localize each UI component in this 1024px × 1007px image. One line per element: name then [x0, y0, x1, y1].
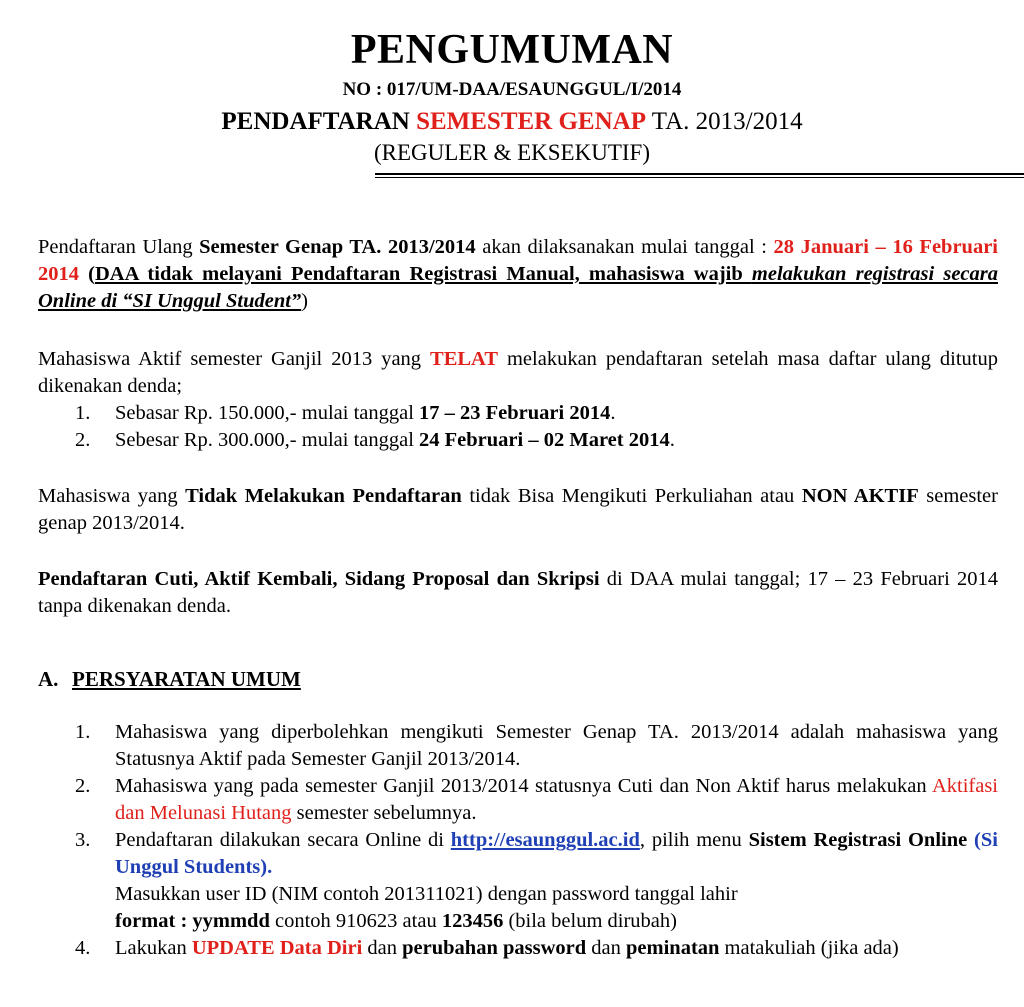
item-text: dan: [362, 937, 403, 959]
list-number: 2.: [75, 429, 91, 451]
fee-text: Sebesar Rp. 300.000,- mulai tanggal: [115, 429, 420, 451]
list-item: [75, 827, 998, 935]
item-text: Lakukan: [115, 937, 192, 959]
fee-end: .: [610, 402, 616, 424]
list-number: 3.: [75, 829, 91, 851]
list-number: 4.: [75, 937, 91, 959]
p3-b: Tidak Melakukan Pendaftaran: [185, 485, 462, 507]
list-number: 1.: [75, 402, 91, 424]
item-highlight: Aktifasi dan Melunasi Hutang: [115, 775, 998, 824]
subtitle-program: (REGULER & EKSEKUTIF): [374, 140, 650, 165]
p2-a: Mahasiswa Aktif semester Ganjil 2013 yang: [38, 348, 431, 370]
update-label: UPDATE Data Diri: [191, 937, 363, 959]
section-letter: A.: [38, 667, 59, 691]
p4-a: Pendaftaran Cuti, Aktif Kembali, Sidang Proposal dan Skripsi: [38, 568, 600, 590]
p1-b: Semester Genap TA. 2013/2014: [199, 236, 476, 258]
p4-b: di DAA mulai tanggal; 17 – 23 Februari 2014 tanpa dikenakan denda.: [38, 568, 998, 617]
p3-c: tidak Bisa Mengikuti Perkuliahan atau: [461, 485, 802, 507]
default-password: 123456: [441, 910, 504, 932]
fee-dates: 17 – 23 Februari 2014: [419, 402, 611, 424]
item-text: Masukkan user ID (NIM contoh 201311021) dengan password tanggal lahir: [115, 883, 738, 905]
paragraph-late-fee: [38, 346, 998, 400]
fee-text: Sebasar Rp. 150.000,- mulai tanggal: [115, 402, 420, 424]
item-text: , pilih menu: [639, 829, 749, 851]
peminatan-label: peminatan: [626, 937, 720, 959]
late-fee-list: [75, 400, 998, 454]
paragraph-registration: [38, 234, 998, 315]
requirements-list: [75, 719, 998, 962]
subtitle-a: PENDAFTARAN: [221, 108, 417, 135]
header-rule-thin: [375, 177, 1024, 178]
document-number: NO : 017/UM-DAA/ESAUNGGUL/I/2014: [342, 79, 682, 100]
subtitle-year: TA. 2013/2014: [646, 108, 803, 135]
list-item: [75, 400, 998, 427]
p3-a: Mahasiswa yang: [38, 485, 186, 507]
list-item: [75, 773, 998, 827]
p3-d: NON AKTIF: [801, 485, 919, 507]
list-number: 2.: [75, 775, 91, 797]
item-text: Mahasiswa yang pada semester Ganjil 2013/2014 statusnya Cuti dan Non Aktif harus melakukan: [115, 775, 932, 797]
paragraph-non-active: [38, 483, 998, 537]
section-heading: [38, 665, 301, 693]
p1-h: ): [301, 290, 308, 312]
list-item: [75, 719, 998, 773]
header-rule: [375, 173, 1024, 175]
item-text: (bila belum dirubah): [503, 910, 677, 932]
p1-e: (: [79, 263, 95, 285]
subtitle-semester: SEMESTER GENAP: [416, 108, 646, 135]
password-label: perubahan password: [402, 937, 587, 959]
p1-a: Pendaftaran Ulang: [38, 236, 200, 258]
list-item: [75, 427, 998, 454]
section-title: PERSYARATAN UMUM: [72, 667, 301, 691]
item-text: Pendaftaran dilakukan secara Online di: [115, 829, 451, 851]
list-number: 1.: [75, 721, 91, 743]
item-text: Mahasiswa yang diperbolehkan mengikuti Semester Genap TA. 2013/2014 adalah mahasiswa yang Statusnya Aktif pada Semester Ganjil 2013/2014.: [115, 721, 998, 770]
menu-name: Sistem Registrasi Online: [748, 829, 968, 851]
p3-e: semester genap 2013/2014.: [38, 485, 998, 534]
item-text: semester sebelumnya.: [291, 802, 477, 824]
fee-dates: 24 Februari – 02 Maret 2014: [419, 429, 670, 451]
p1-c: akan dilaksanakan mulai tanggal :: [475, 236, 774, 258]
p1-online: melakukan registrasi secara Online di “SI Unggul Student”: [38, 263, 998, 312]
p2-c: melakukan pendaftaran setelah masa daftar ulang ditutup dikenakan denda;: [38, 348, 998, 397]
website-link[interactable]: http://esaunggul.ac.id: [450, 829, 640, 851]
page-title: PENGUMUMAN: [350, 27, 674, 73]
item-text: contoh 910623 atau: [269, 910, 442, 932]
format-label: format : yymmdd: [115, 910, 270, 932]
list-item: [75, 935, 998, 962]
fee-end: .: [669, 429, 675, 451]
paragraph-leave: [38, 566, 998, 620]
p1-dates: 28 Januari – 16 Februari 2014: [38, 236, 998, 285]
subtitle: [0, 107, 1024, 137]
si-unggul-label: (Si Unggul Students).: [115, 829, 998, 878]
p1-notice: DAA tidak melayani Pendaftaran Registrasi Manual, mahasiswa wajib: [94, 263, 752, 285]
item-text: matakuliah (jika ada): [719, 937, 899, 959]
item-text: dan: [586, 937, 627, 959]
p2-late: TELAT: [430, 348, 499, 370]
